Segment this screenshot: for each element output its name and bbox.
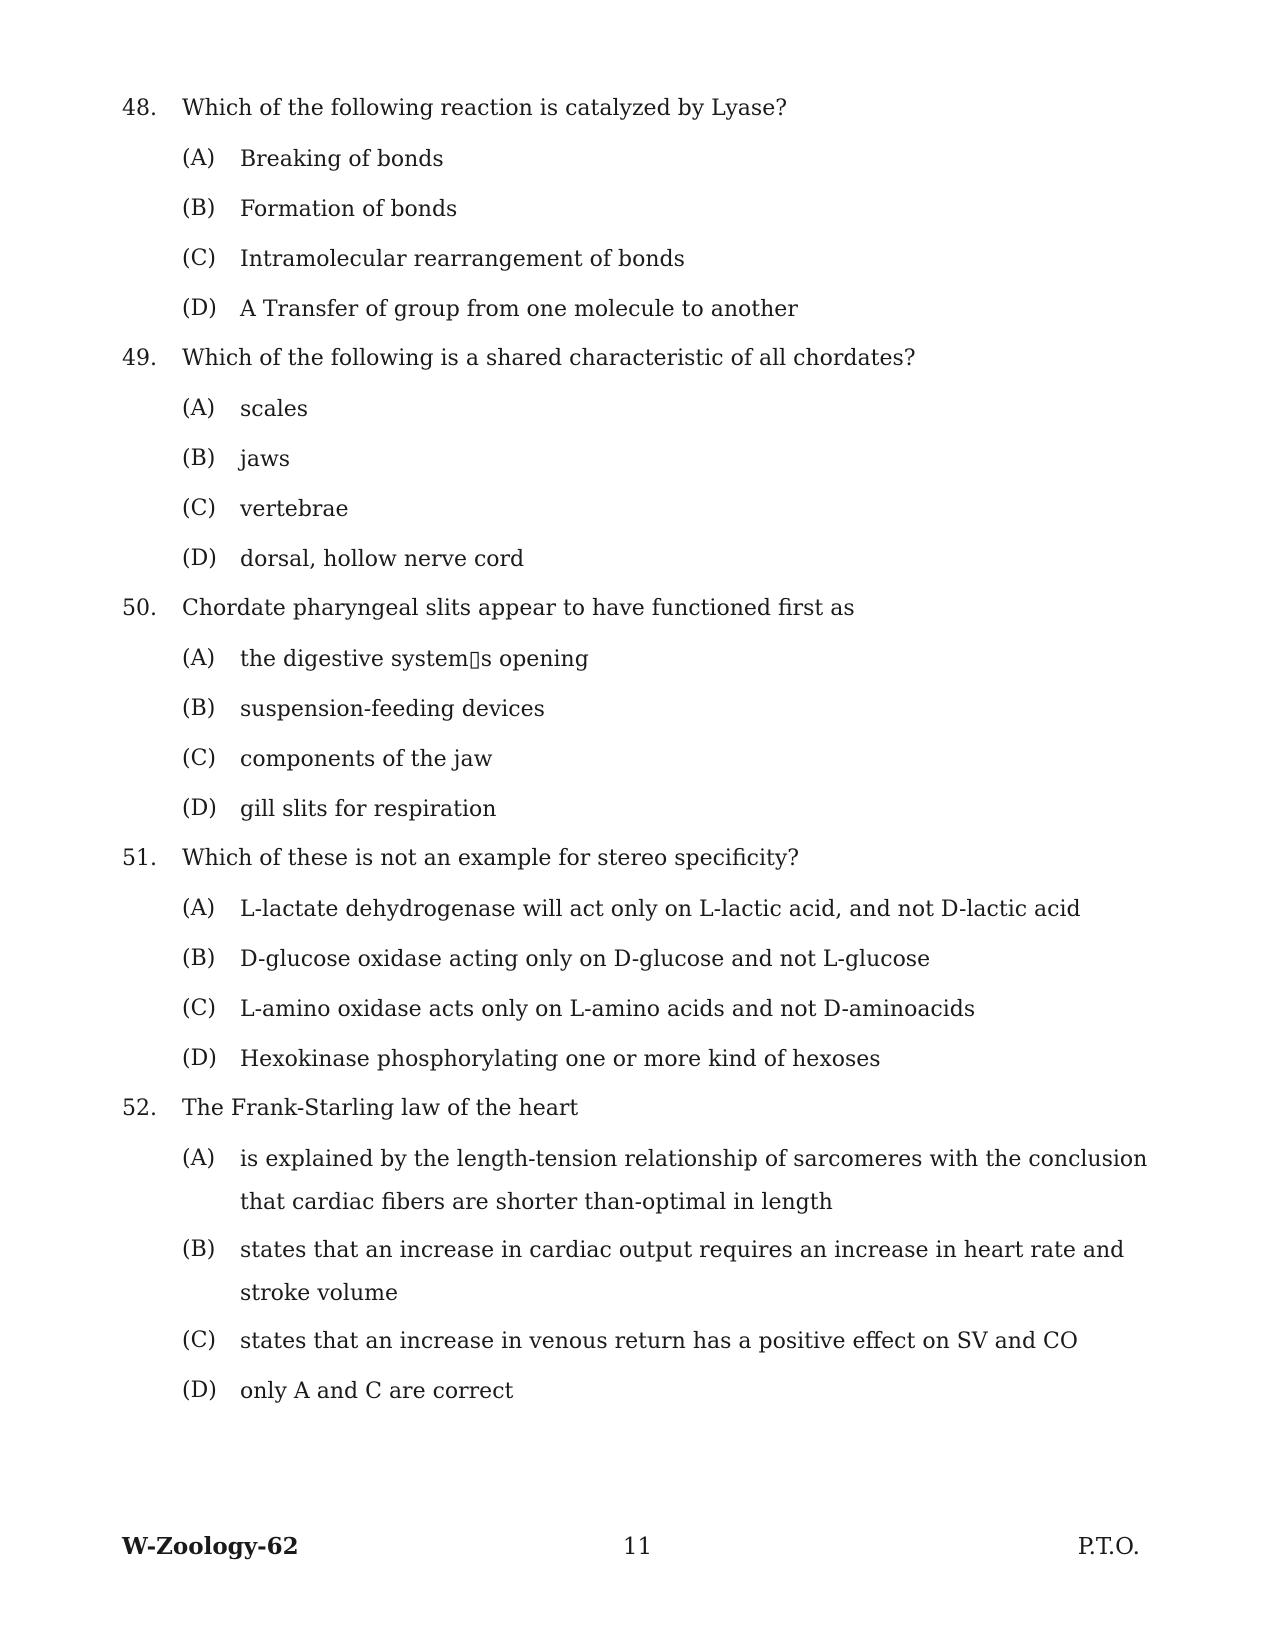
option-text: components of the jaw	[240, 747, 493, 772]
option-label: (B)	[182, 696, 216, 721]
paper-code: W-Zoology-62	[122, 1533, 299, 1560]
option-label: (D)	[182, 1046, 217, 1071]
option-text: suspension-feeding devices	[240, 697, 545, 722]
option-label: (B)	[182, 196, 216, 221]
option-text: Intramolecular rearrangement of bonds	[240, 247, 685, 272]
option-label: (B)	[182, 946, 216, 971]
question-text: The Frank-Starling law of the heart	[182, 1096, 579, 1121]
option-text: Breaking of bonds	[240, 147, 444, 172]
question-text: Chordate pharyngeal slits appear to have functioned first as	[182, 596, 855, 621]
question-number: 48.	[122, 96, 157, 121]
option-label: (C)	[182, 996, 216, 1021]
question-number: 49.	[122, 346, 157, 371]
option-text: D-glucose oxidase acting only on D-glucose and not L-glucose	[240, 947, 931, 972]
option-text: dorsal, hollow nerve cord	[240, 547, 525, 572]
option-label: (C)	[182, 746, 216, 771]
option-text: vertebrae	[240, 497, 349, 522]
question-text: Which of the following is a shared characteristic of all chordates?	[182, 346, 916, 371]
option-label: (A)	[182, 646, 216, 671]
option-text: L-lactate dehydrogenase will act only on L-lactic acid, and not D-lactic acid	[240, 897, 1081, 922]
option-text: states that an increase in cardiac output requires an increase in heart rate and stroke volume	[240, 1238, 1125, 1306]
option-label: (C)	[182, 496, 216, 521]
option-text: jaws	[240, 447, 291, 472]
option-text: states that an increase in venous return has a positive effect on SV and CO	[240, 1329, 1078, 1354]
question-number: 50.	[122, 596, 157, 621]
option-label: (D)	[182, 296, 217, 321]
option-label: (C)	[182, 246, 216, 271]
option-label: (D)	[182, 546, 217, 571]
option-text: gill slits for respiration	[240, 797, 497, 822]
option-text: scales	[240, 397, 309, 422]
option-label: (C)	[182, 1328, 216, 1353]
option-label: (B)	[182, 446, 216, 471]
option-text: is explained by the length-tension relationship of sarcomeres with the conclusion that cardiac fibers are shorter than-optimal in length	[240, 1147, 1148, 1215]
option-label: (D)	[182, 796, 217, 821]
option-text: Formation of bonds	[240, 197, 458, 222]
pto-label: P.T.O.	[1077, 1534, 1140, 1560]
option-label: (A)	[182, 896, 216, 921]
option-text: the digestive system▯s opening	[240, 647, 589, 672]
question-number: 51.	[122, 846, 157, 871]
page-number: 11	[622, 1534, 653, 1560]
option-label: (A)	[182, 146, 216, 171]
question-number: 52.	[122, 1096, 157, 1121]
option-label: (D)	[182, 1378, 217, 1403]
question-text: Which of these is not an example for stereo specificity?	[182, 846, 800, 871]
option-label: (B)	[182, 1237, 216, 1262]
question-text: Which of the following reaction is catalyzed by Lyase?	[182, 96, 788, 121]
option-text: Hexokinase phosphorylating one or more kind of hexoses	[240, 1047, 881, 1072]
option-label: (A)	[182, 1146, 216, 1171]
option-label: (A)	[182, 396, 216, 421]
option-text: only A and C are correct	[240, 1379, 514, 1404]
option-text: L-amino oxidase acts only on L-amino acids and not D-aminoacids	[240, 997, 976, 1022]
option-text: A Transfer of group from one molecule to another	[240, 297, 798, 322]
